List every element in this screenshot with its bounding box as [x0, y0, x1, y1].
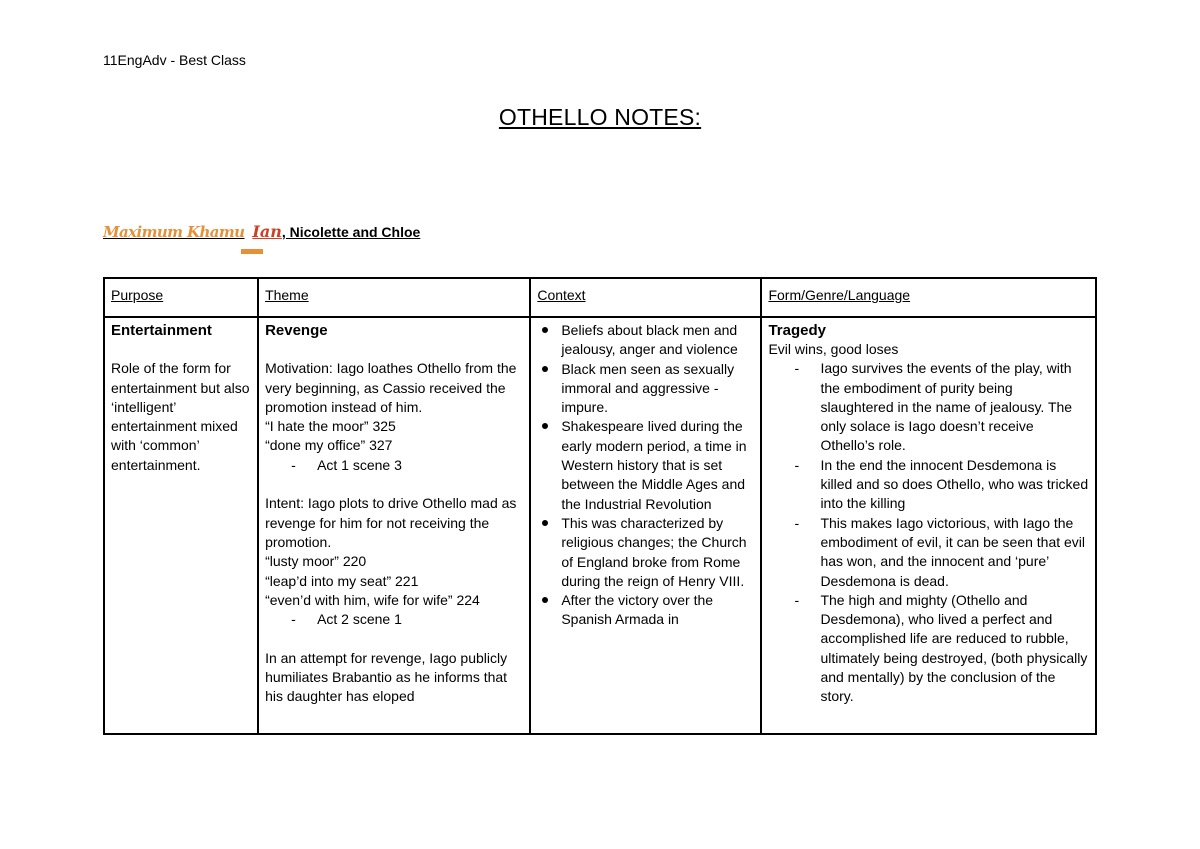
author-names-rest: , Nicolette and Chloe: [281, 224, 421, 240]
list-item: - Iago survives the events of the play, with the embodiment of purity being slaughtered in the name of jealousy. The only solace is Iago doesn’t receive Othello’s role.: [820, 359, 1089, 455]
theme-attempt: In an attempt for revenge, Iago publicly humiliates Brabantio as he informs that his daughter has eloped: [265, 649, 508, 705]
theme-cell: [258, 317, 530, 734]
theme-heading: Revenge: [265, 322, 328, 339]
theme-quote: “lusty moor” 220: [265, 553, 367, 570]
form-cell: [761, 317, 1096, 734]
context-cell: [530, 317, 761, 734]
notes-table: [103, 277, 1097, 735]
header-theme: Theme: [258, 278, 530, 317]
document-header: 11EngAdv - Best Class: [103, 52, 246, 68]
header-form: Form/Genre/Language: [761, 278, 1096, 317]
theme-ref: - Act 2 scene 1: [317, 610, 523, 629]
theme-quote: “I hate the moor” 325: [265, 418, 396, 435]
authors-line: [103, 222, 420, 241]
list-item: This was characterized by religious changes; the Church of England broke from Rome during the reign of Henry VIII.: [561, 514, 754, 591]
theme-quote: “done my office” 327: [265, 437, 393, 454]
purpose-cell: [104, 317, 258, 734]
table-row: [104, 317, 1096, 734]
context-list: [537, 321, 754, 630]
header-purpose: Purpose: [104, 278, 258, 317]
purpose-text: Role of the form for entertainment but also ‘intelligent’ entertainment mixed with ‘common’ entertainment.: [111, 360, 250, 473]
list-item: - This makes Iago victorious, with Iago the embodiment of evil, it can be seen that evil has won, and the innocent and ‘pure’ Desdemona is dead.: [820, 514, 1089, 591]
theme-ref-list: [265, 456, 523, 475]
theme-ref-list: [265, 610, 523, 629]
author-name-2: Ian: [252, 222, 282, 241]
header-context: Context: [530, 278, 761, 317]
list-item: Beliefs about black men and jealousy, anger and violence: [561, 321, 754, 360]
theme-intent: Intent: Iago plots to drive Othello mad as revenge for him for not receiving the promotion.: [265, 495, 517, 550]
theme-quote: “even’d with him, wife for wife” 224: [265, 591, 480, 608]
list-item: - In the end the innocent Desdemona is killed and so does Othello, who was tricked into the killing: [820, 456, 1089, 514]
list-item: Black men seen as sexually immoral and aggressive - impure.: [561, 360, 754, 418]
highlight-mark: [241, 249, 263, 254]
author-name-1: Maximum Khamu: [103, 223, 245, 241]
form-heading: Tragedy: [768, 322, 826, 339]
theme-ref: - Act 1 scene 3: [317, 456, 523, 475]
list-item: After the victory over the Spanish Armada in: [561, 591, 754, 630]
list-item: Shakespeare lived during the early modern period, a time in Western history that is set between the Middle Ages and the Industrial Revolution: [561, 417, 754, 513]
form-subheading: Evil wins, good loses: [768, 341, 899, 357]
page-title: OTHELLO NOTES:: [498, 104, 702, 130]
table-header-row: [104, 278, 1096, 317]
theme-motivation: Motivation: Iago loathes Othello from the very beginning, as Cassio received the promotion instead of him.: [265, 360, 517, 415]
list-item: - The high and mighty (Othello and Desdemona), who lived a perfect and accomplished life are reduced to rubble, ultimately being destroyed, (both physically and mentally) by the conclusion of the story.: [820, 591, 1089, 707]
form-list: [768, 359, 1089, 706]
theme-quote: “leap’d into my seat” 221: [265, 572, 419, 589]
purpose-heading: Entertainment: [111, 322, 212, 339]
